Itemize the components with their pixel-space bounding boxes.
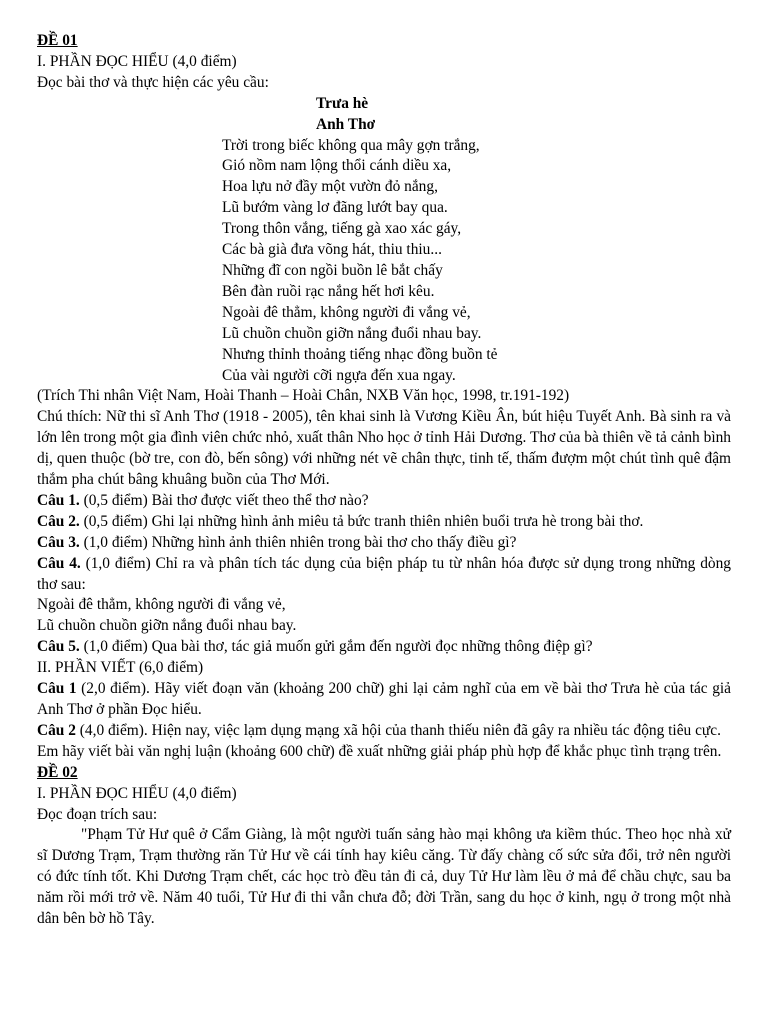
- instruction: Đọc bài thơ và thực hiện các yêu cầu:: [37, 73, 269, 91]
- question-label: Câu 1: [37, 680, 77, 698]
- poem-line: Trong thôn vắng, tiếng gà xao xác gáy,: [222, 220, 462, 238]
- poem-line: Các bà già đưa võng hát, thiu thiu...: [222, 241, 442, 259]
- question-3: [37, 533, 731, 554]
- passage: "Phạm Tử Hư quê ở Cẩm Giàng, là một người tuấn sảng hào mại không ưa kiềm thúc. Theo học nhà xử sĩ Dương Trạm, Trạm thường răn Tử Hư về cái tính hay kiêu căng. Từ đấy chàng cố sức sửa đổi, trở nên người có đức tính tốt. Khi Dương Trạm chết, các học trò đều tản đi cả, duy Tử Hư làm lều ở mả để chầu chực, sau ba năm rồi mới trở về. Năm 40 tuổi, Tử Hư đi thi vẫn chưa đỗ; đời Trần, sang du học ở kinh, ngụ ở trong một nhà dân bên bờ hồ Tây.: [37, 826, 731, 928]
- part2-title: II. PHẦN VIẾT (6,0 điểm): [37, 659, 204, 677]
- poem: [37, 136, 731, 387]
- question-text: (0,5 điểm) Bài thơ được viết theo thể thơ nào?: [79, 491, 369, 509]
- poem-line: Của vài người cỡi ngựa đến xua ngay.: [222, 366, 456, 384]
- poem-line: Trời trong biếc không qua mây gợn trắng,: [222, 136, 480, 154]
- question-text: (1,0 điểm) Những hình ảnh thiên nhiên trong bài thơ cho thấy điều gì?: [79, 533, 517, 551]
- question-text: (1,0 điểm) Chỉ ra và phân tích tác dụng của biện pháp tu từ nhân hóa được sử dụng trong những dòng thơ sau:: [37, 554, 732, 593]
- writing-question-1: [37, 679, 731, 721]
- question-text: (1,0 điểm) Qua bài thơ, tác giả muốn gửi gắm đến người đọc những thông điệp gì?: [79, 638, 593, 656]
- question-text: (0,5 điểm) Ghi lại những hình ảnh miêu tả bức tranh thiên nhiên buổi trưa hè trong bài thơ.: [79, 512, 644, 530]
- instruction-2: Đọc đoạn trích sau:: [37, 805, 158, 823]
- writing-question-2: [37, 721, 731, 742]
- part1-title-2: I. PHẦN ĐỌC HIỂU (4,0 điểm): [37, 784, 237, 802]
- question-text: (2,0 điểm). Hãy viết đoạn văn (khoảng 200 chữ) ghi lại cảm nghĩ của em về bài thơ Trưa hè của tác giả Anh Thơ ở phần Đọc hiểu.: [37, 680, 731, 718]
- author-note: Chú thích: Nữ thi sĩ Anh Thơ (1918 - 2005), tên khai sinh là Vương Kiều Ân, bút hiệu Tuyết Anh. Bà sinh ra và lớn lên trong một gia đình viên chức nhỏ, xuất thân Nho học ở tỉnh Hải Dương. Thơ của bà thiên về tả cảnh bình dị, quen thuộc (bờ tre, con đò, bến sông) với những nét vẽ chân thực, tinh tế, thấm đượm một chút tình quê đậm thắm pha chút bâng khuâng buồn của Thơ Mới.: [37, 408, 731, 489]
- poem-title: Trưa hè: [316, 94, 369, 112]
- question-5: [37, 637, 731, 658]
- quoted-line: Lũ chuồn chuồn giỡn nắng đuổi nhau bay.: [37, 617, 297, 635]
- question-label: Câu 5.: [37, 638, 80, 656]
- question-2: [37, 512, 731, 533]
- exam-heading-2: ĐỀ 02: [37, 763, 78, 781]
- poem-line: Lũ chuồn chuồn giỡn nắng đuổi nhau bay.: [222, 324, 482, 342]
- poem-line: Nhưng thỉnh thoảng tiếng nhạc đồng buồn tẻ: [222, 345, 498, 363]
- poem-line: Gió nồm nam lộng thổi cánh diều xa,: [222, 157, 452, 175]
- question-label: Câu 2.: [37, 512, 80, 530]
- question-1: [37, 491, 731, 512]
- question-label: Câu 2: [37, 721, 76, 739]
- question-label: Câu 1.: [37, 491, 80, 509]
- part1-title: I. PHẦN ĐỌC HIỂU (4,0 điểm): [37, 52, 237, 70]
- poem-source: (Trích Thi nhân Việt Nam, Hoài Thanh – Hoài Chân, NXB Văn học, 1998, tr.191-192): [37, 387, 570, 405]
- quoted-line: Ngoài đê thẳm, không người đi vắng vẻ,: [37, 596, 286, 614]
- question-label: Câu 3.: [37, 533, 80, 551]
- poem-line: Bên đàn ruồi rạc nắng hết hơi kêu.: [222, 282, 435, 300]
- poem-line: Ngoài đê thẳm, không người đi vắng vẻ,: [222, 303, 471, 321]
- document-page: [37, 31, 731, 930]
- writing-question-2-tail: Em hãy viết bài văn nghị luận (khoảng 600 chữ) đề xuất những giải pháp phù hợp để khắc phục tình trạng trên.: [37, 742, 722, 760]
- exam-heading-1: ĐỀ 01: [37, 32, 78, 49]
- question-text: (4,0 điểm). Hiện nay, việc lạm dụng mạng xã hội của thanh thiếu niên đã gây ra nhiều tác động tiêu cực.: [75, 721, 721, 739]
- poem-line: Hoa lựu nở đầy một vườn đỏ nắng,: [222, 178, 438, 196]
- question-4: [37, 554, 731, 596]
- poem-line: Lũ bướm vàng lơ đãng lướt bay qua.: [222, 199, 448, 217]
- poem-author: Anh Thơ: [316, 115, 376, 133]
- question-label: Câu 4.: [37, 554, 81, 572]
- poem-line: Những đĩ con ngồi buồn lê bắt chấy: [222, 261, 443, 279]
